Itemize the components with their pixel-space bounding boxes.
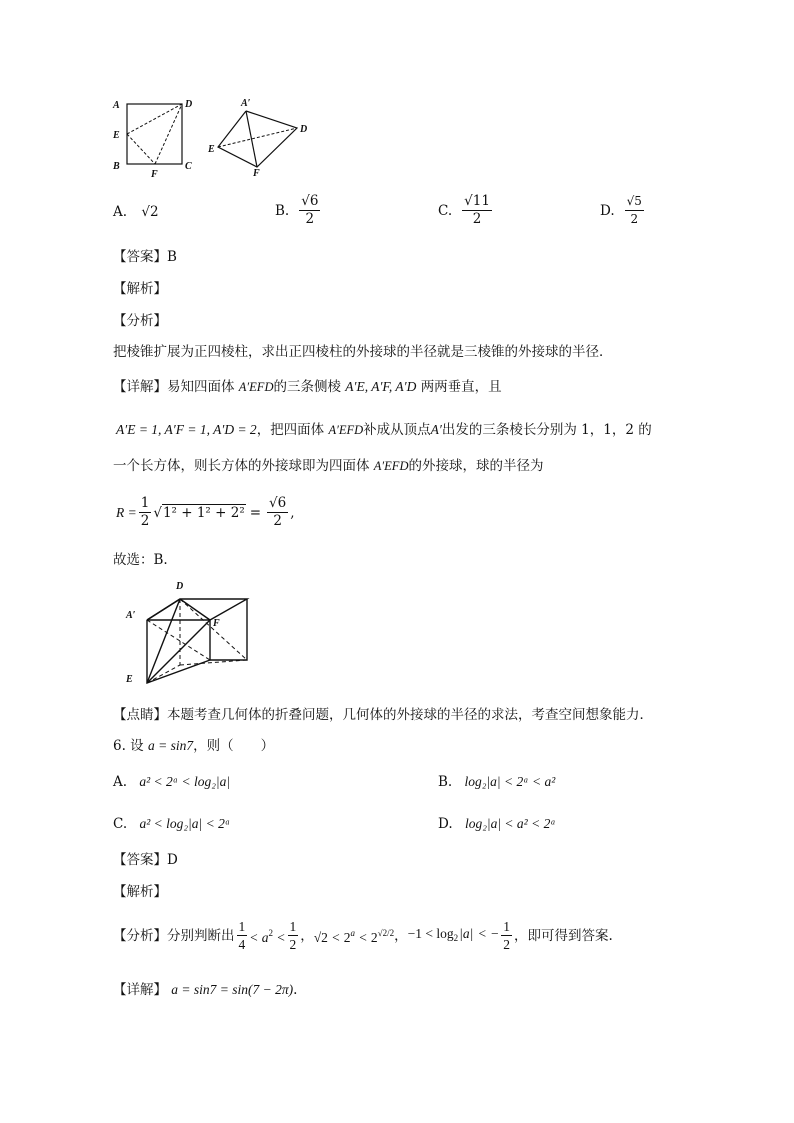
fraction-denominator: 2	[472, 211, 482, 227]
cuboid-figure	[122, 575, 257, 690]
fenxi-tag: 【分析】	[113, 927, 167, 944]
fraction-denominator: 2	[305, 211, 315, 227]
q5-jiexi-tag: 【解析】	[113, 281, 167, 297]
option-D[interactable]	[600, 193, 646, 228]
hidden-diagonal	[180, 599, 247, 660]
fold-line-FD	[155, 104, 182, 164]
label-F: F	[253, 168, 260, 179]
label-A: A	[113, 100, 120, 111]
fraction-numerator: √6	[269, 495, 287, 511]
label-A-prime: A′	[126, 610, 136, 621]
fraction-denominator: 2	[273, 513, 282, 529]
option-expr: log₂|a| < 2ᵃ < a²	[464, 774, 556, 789]
q5-guxuan: 故选：B.	[113, 552, 168, 568]
answer-value: D	[167, 852, 178, 868]
option-expr: log₂|a| < a² < 2ᵃ	[464, 816, 556, 831]
equals-sign: =	[249, 504, 262, 521]
q5-fenxi-tag: 【分析】	[113, 313, 167, 329]
text-run: ，即可得到答案.	[514, 927, 613, 944]
q5-xiangjie-line3	[113, 457, 543, 475]
q6-option-C[interactable]	[113, 815, 230, 833]
edge-D-F	[180, 599, 210, 620]
text-run: 的外接球，球的半径为	[408, 458, 544, 474]
tetra-outline	[218, 111, 297, 167]
fraction-numerator: 1	[503, 919, 511, 934]
text-run: ，	[300, 927, 314, 944]
square-outline	[127, 104, 182, 164]
label-F: F	[151, 169, 158, 180]
fraction-numerator: √11	[464, 193, 490, 209]
sqrt-expr	[153, 504, 245, 522]
text-run: ，把四面体	[256, 422, 325, 438]
q6-stem	[113, 737, 274, 755]
ineq-2a: $√2 < 2^a < 2^{√2/2}$	[313, 928, 395, 945]
formula-tail: ,	[290, 504, 295, 521]
fold-line-ED	[127, 104, 182, 134]
sqrt-radicand: 1² + 1² + 2²	[162, 504, 245, 521]
formula-lhs: R =	[116, 504, 137, 520]
fraction-denominator: 4	[238, 937, 246, 952]
text-run: 一个长方体，则长方体的外接球即为四面体	[113, 458, 370, 474]
square-figure	[110, 95, 200, 180]
text-run: 两两垂直，且	[420, 379, 502, 395]
label-E: E	[113, 130, 120, 141]
frac-quarter	[237, 918, 248, 953]
label-A-prime: A′	[241, 98, 251, 109]
edge-A-D	[147, 599, 180, 620]
option-C[interactable]	[438, 193, 494, 228]
answer-tag: 【答案】	[113, 249, 167, 265]
label-D: D	[176, 581, 184, 592]
tetrahedron-figure	[202, 95, 317, 180]
radius-formula	[116, 495, 295, 530]
edge-A-F	[246, 111, 257, 167]
ineq-a2: < $a^2$ <	[249, 928, 286, 945]
tetra-name: A′EFD	[238, 380, 274, 394]
fold-line-EF	[127, 134, 155, 164]
option-expr: a² < 2ᵃ < log₂|a|	[139, 774, 231, 789]
stem-expr: a = sin7	[147, 738, 194, 753]
option-expr: a² < log₂|a| < 2ᵃ	[139, 816, 231, 831]
tetra-name: A′EFD	[373, 459, 409, 473]
q6-option-D[interactable]	[438, 815, 556, 833]
edge-E-F	[147, 620, 210, 683]
answer-tag: 【答案】	[113, 852, 167, 868]
q5-fenxi-text: 把棱锥扩展为正四棱柱，求出正四棱柱的外接球的半径就是三棱锥的外接球的半径．	[113, 344, 613, 360]
text-run: ，	[394, 927, 408, 944]
label-B: B	[113, 161, 120, 172]
option-letter: A.	[113, 204, 128, 220]
label-D: D	[185, 99, 193, 110]
option-value: √2	[141, 204, 159, 220]
q5-xiangjie-line2	[116, 421, 652, 439]
q6-option-B[interactable]	[438, 773, 555, 791]
vertex-name: A′	[430, 422, 442, 437]
text-run: 易知四面体	[167, 379, 235, 395]
label-E: E	[126, 674, 133, 685]
q5-answer-line	[113, 248, 177, 266]
q6-answer-line	[113, 851, 178, 869]
q5-xiangjie-line1	[113, 378, 502, 396]
option-letter: D.	[600, 202, 615, 219]
label-D: D	[300, 124, 308, 135]
option-fraction	[625, 193, 644, 228]
text-run: 分别判断出	[167, 927, 235, 944]
fraction-numerator: 1	[140, 495, 150, 511]
option-letter: A.	[113, 774, 128, 790]
option-A[interactable]	[113, 203, 159, 221]
edges-expr: A′E, A′F, A′D	[345, 379, 417, 394]
q6-jiexi-tag: 【解析】	[113, 884, 167, 900]
xiangjie-tag: 【详解】	[113, 982, 167, 998]
option-letter: C.	[438, 202, 453, 219]
dianjing-tag: 【点睛】	[113, 707, 167, 723]
hidden-edge-left	[147, 665, 180, 683]
text-run: .	[293, 982, 298, 998]
q6-fenxi-line	[113, 918, 613, 953]
text-run: 出发的三条棱长分别为 1，1，2 的	[441, 422, 652, 438]
fraction-numerator: √5	[625, 193, 644, 211]
q6-xiangjie-line	[113, 981, 297, 999]
frac-half	[288, 918, 299, 953]
stem-prefix: 6. 设	[113, 738, 144, 754]
option-letter: D.	[438, 816, 453, 832]
fraction-numerator: 1	[238, 919, 246, 934]
frac-half-neg	[501, 918, 512, 953]
option-B[interactable]	[275, 193, 322, 228]
hidden-diagonal-2	[147, 620, 210, 660]
q6-option-A[interactable]	[113, 773, 230, 791]
cuboid-right-face	[210, 599, 247, 660]
result-fraction	[267, 495, 288, 530]
lengths-expr: A′E = 1, A′F = 1, A′D = 2	[116, 422, 257, 437]
tetra-name: A′EFD	[328, 423, 364, 437]
fraction-denominator: 2	[140, 513, 150, 529]
answer-value: B	[167, 249, 177, 265]
text-run: 的三条侧棱	[273, 379, 341, 395]
fraction-denominator: 2	[630, 212, 639, 226]
sqrt-sign: √	[153, 504, 162, 521]
half-fraction	[139, 495, 152, 530]
label-C: C	[185, 161, 192, 172]
cuboid-top-face	[147, 599, 247, 620]
option-letter: B.	[438, 774, 453, 790]
fraction-denominator: 2	[289, 937, 297, 952]
option-letter: B.	[275, 202, 290, 219]
option-fraction	[299, 193, 320, 228]
fraction-denominator: 2	[503, 937, 511, 952]
label-E: E	[208, 144, 215, 155]
stem-suffix: ，则（ ）	[193, 738, 275, 754]
ineq-log: $-1 < \log_2|a|$ < −	[407, 925, 500, 943]
q5-dianjing	[113, 706, 653, 724]
edge-E-D	[147, 599, 180, 683]
label-F: F	[213, 618, 220, 629]
xiangjie-expr: a = sin7 = sin(7 − 2π)	[171, 982, 294, 997]
hidden-edge-bottom	[180, 660, 247, 665]
text-run: 本题考查几何体的折叠问题，几何体的外接球的半径的求法，考查空间想象能力．	[167, 707, 653, 723]
option-letter: C.	[113, 816, 128, 832]
xiangjie-tag: 【详解】	[113, 379, 167, 395]
fraction-numerator: √6	[301, 193, 319, 209]
text-run: 补成从顶点	[363, 422, 431, 438]
fraction-numerator: 1	[289, 919, 297, 934]
option-fraction	[462, 193, 492, 228]
